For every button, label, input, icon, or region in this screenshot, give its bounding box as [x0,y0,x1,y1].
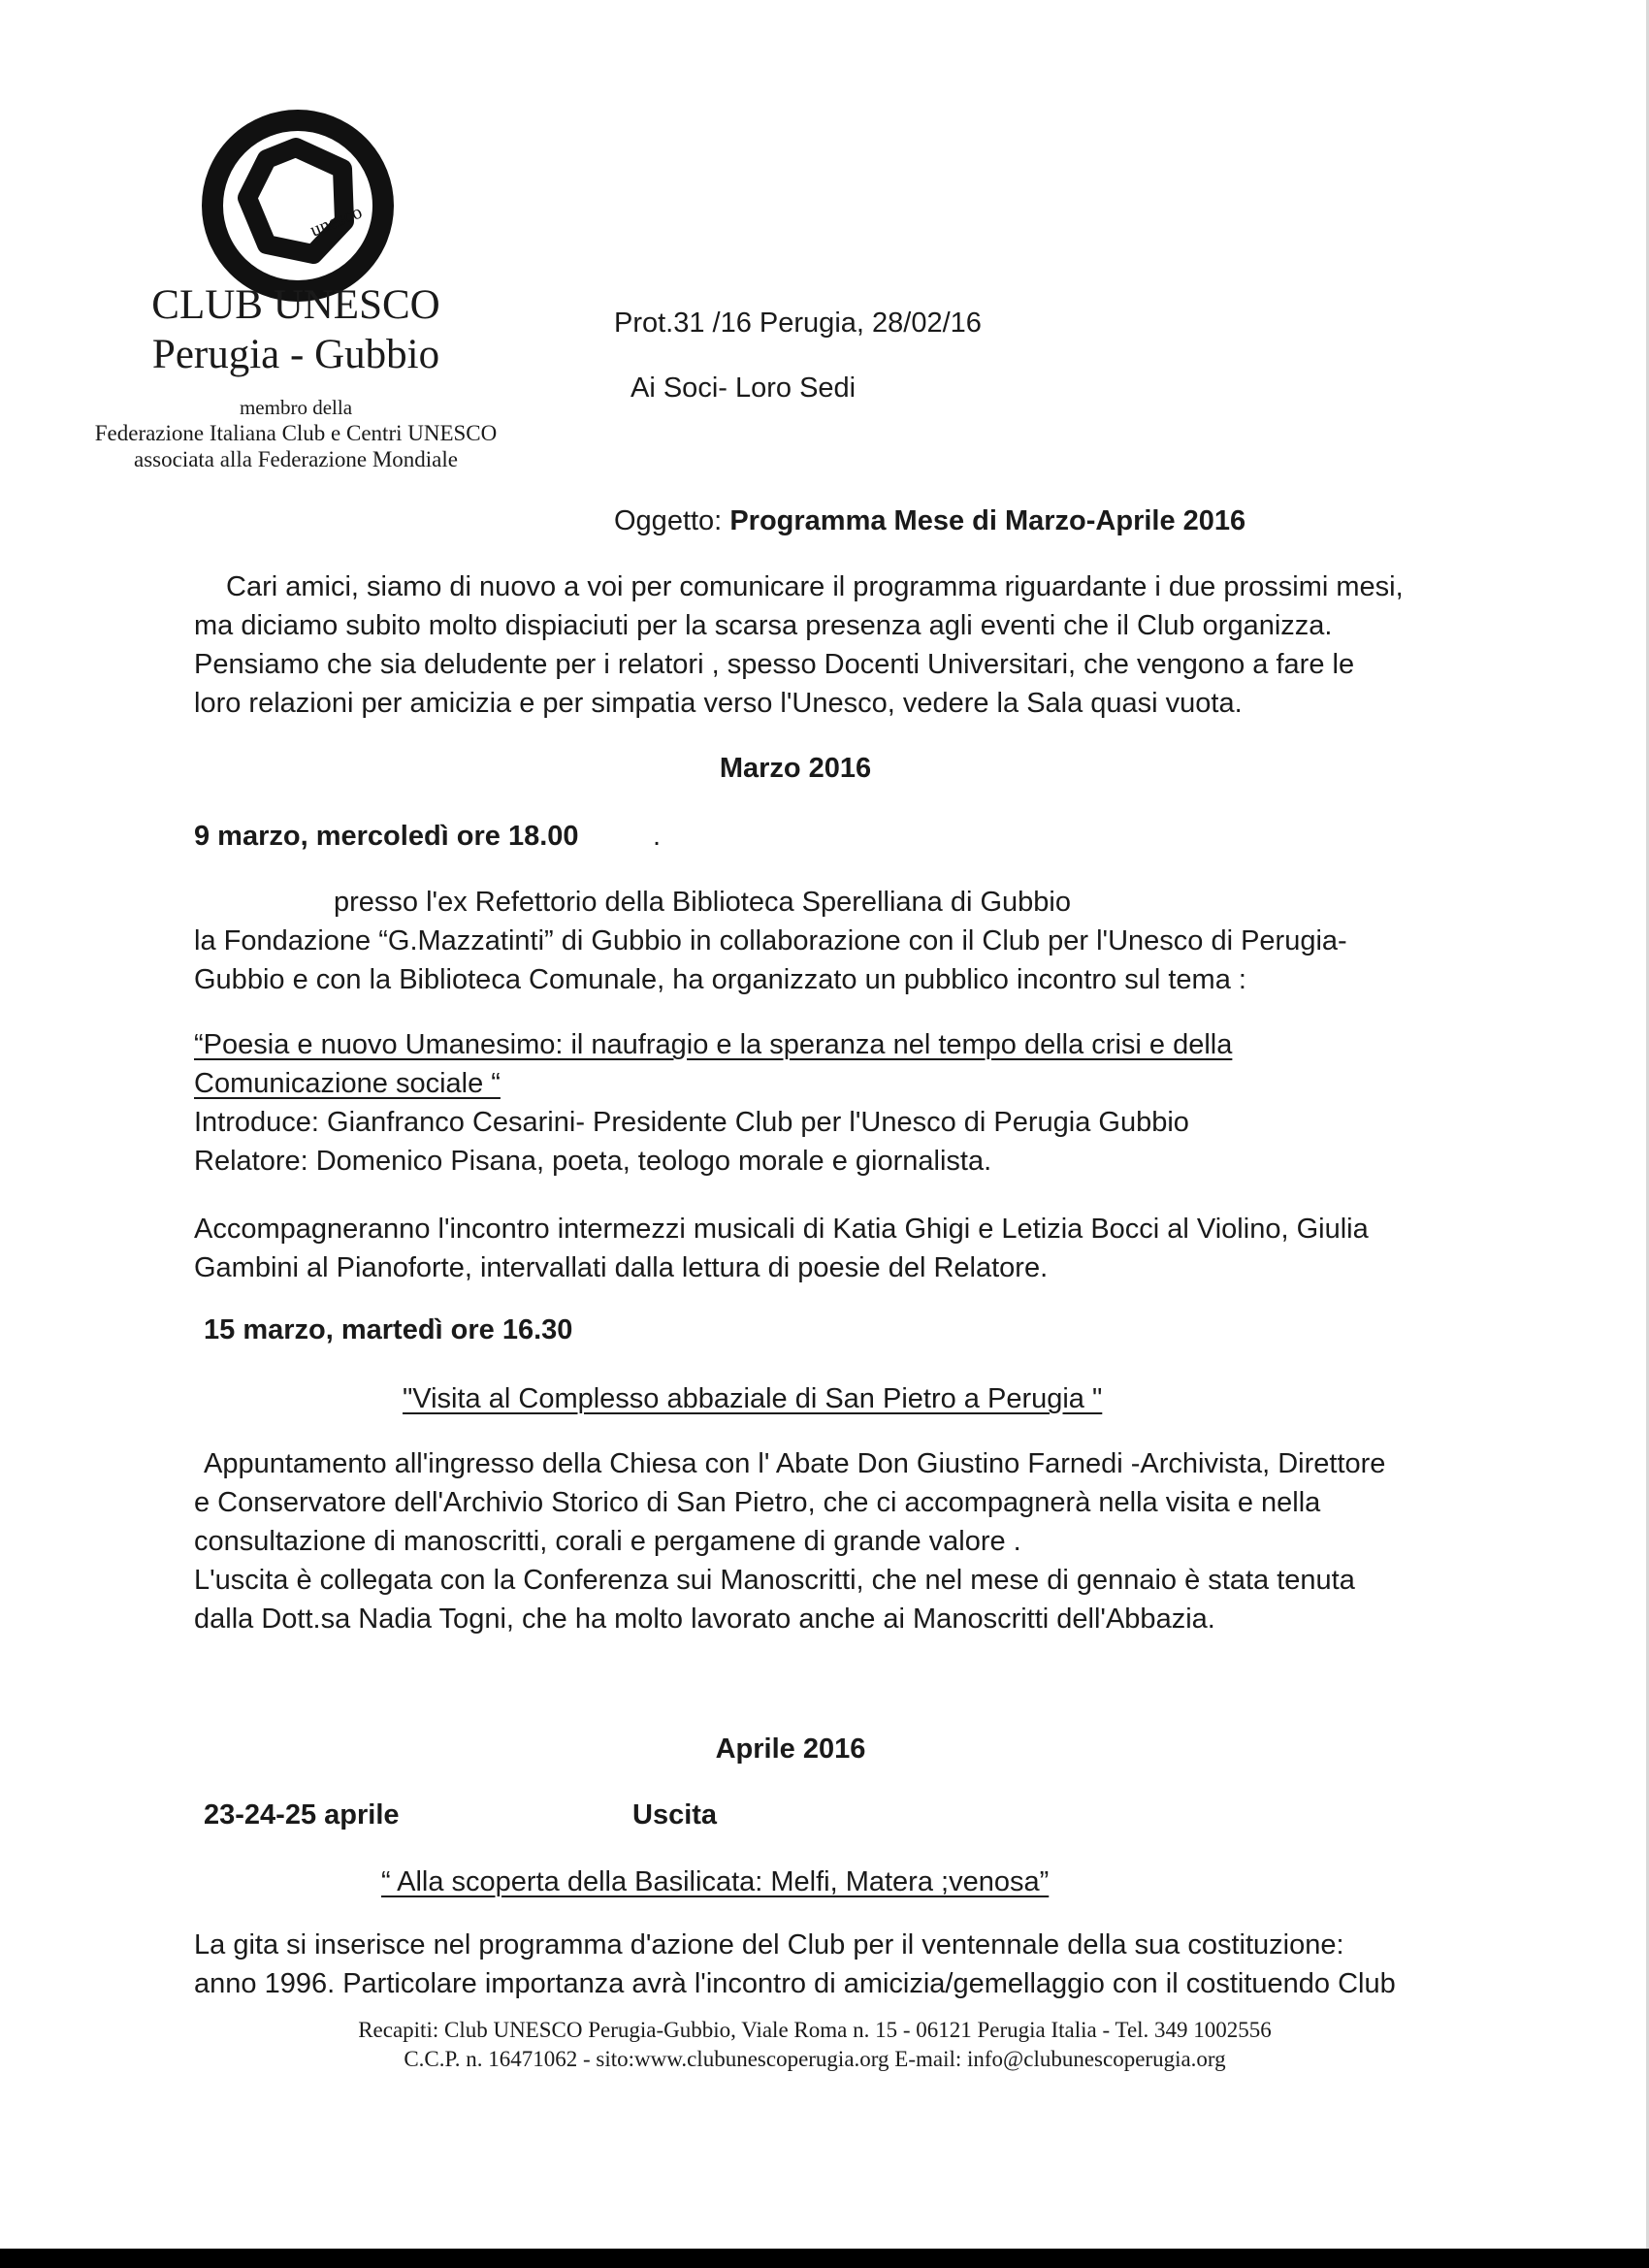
event1-title-line: “Poesia e nuovo Umanesimo: il naufragio e la speranza nel tempo della crisi e della [194,1029,1233,1060]
event2-desc-line: Appuntamento all'ingresso della Chiesa con l' Abate Don Giustino Farnedi -Archivista, Direttore [204,1448,1386,1479]
scan-bottom-border [0,2249,1649,2268]
world-federation-line: associata alla Federazione Mondiale [134,447,458,471]
event1-introduce: Introduce: Gianfranco Cesarini- Presidente Club per l'Unesco di Perugia Gubbio [194,1107,1189,1138]
march-heading: Marzo 2016 [719,753,872,784]
event1-speaker: Relatore: Domenico Pisana, poeta, teologo morale e giornalista. [194,1146,992,1177]
event1-desc-line: Gubbio e con la Biblioteca Comunale, ha organizzato un pubblico incontro sul tema : [194,964,1246,995]
subject-value: Programma Mese di Marzo-Aprile 2016 [729,505,1246,536]
protocol-date: Prot.31 /16 Perugia, 28/02/16 [614,308,982,339]
event1-music-line: Gambini al Pianoforte, intervallati dalla lettura di poesie del Relatore. [194,1252,1049,1283]
event1-dot: . [653,821,662,852]
event1-place: presso l'ex Refettorio della Biblioteca Sperelliana di Gubbio [334,887,1071,918]
event2-desc-line: L'uscita è collegata con la Conferenza sui Manoscritti, che nel mese di gennaio è stata tenuta [194,1565,1355,1596]
april-event-description [194,1926,1396,2003]
intro-paragraph [194,567,1494,723]
april-heading: Aprile 2016 [715,1733,866,1765]
recipients: Ai Soci- Loro Sedi [630,373,857,404]
logo-text: unesco [307,201,366,242]
event2-desc-line: e Conservatore dell'Archivio Storico di San Pietro, che ci accompagnerà nella visita e nella [194,1487,1321,1518]
club-city: Perugia - Gubbio [151,332,440,377]
event2-desc-line: dalla Dott.sa Nadia Togni, che ha molto lavorato anche ai Manoscritti dell'Abbazia. [194,1604,1215,1635]
event1-people [194,1103,1189,1181]
unesco-logo-icon [199,109,403,303]
intro-line: loro relazioni per amicizia e per simpatia verso l'Unesco, vedere la Sala quasi vuota. [194,688,1243,719]
event1-date: 9 marzo, mercoledì ore 18.00 [194,821,579,852]
footer-contacts: C.C.P. n. 16471062 - sito:www.clubunescoperugia.org E-mail: info@clubunescoperugia.org [404,2047,1226,2071]
april-event-title: “ Alla scoperta della Basilicata: Melfi, Matera ;venosa” [381,1866,1050,1897]
april-event-date: 23-24-25 aprile [204,1799,400,1831]
april-desc-line: La gita si inserisce nel programma d'azione del Club per il ventennale della sua costituzione: [194,1929,1344,1960]
member-line: membro della [239,396,353,419]
intro-line: ma diciamo subito molto dispiaciuti per la scarsa presenza agli eventi che il Club organizza. [194,610,1333,641]
event1-desc-line: la Fondazione “G.Mazzatinti” di Gubbio in collaborazione con il Club per l'Unesco di Perugia- [194,925,1347,956]
event1-music-line: Accompagneranno l'incontro intermezzi musicali di Katia Ghigi e Letizia Bocci al Violino, Giulia [194,1214,1369,1245]
event2-description [194,1444,1385,1638]
event1-description [194,922,1347,999]
subject-label: Oggetto: [614,505,723,536]
event2-date: 15 marzo, martedì ore 16.30 [204,1314,573,1345]
event2-desc-line: consultazione di manoscritti, corali e pergamene di grande valore . [194,1526,1021,1557]
federation-line: Federazione Italiana Club e Centri UNESCO [94,421,498,445]
club-name: CLUB UNESCO [151,282,440,328]
intro-line: Cari amici, siamo di nuovo a voi per comunicare il programma riguardante i due prossimi mesi, [226,571,1404,602]
april-event-type: Uscita [632,1799,718,1831]
intro-line: Pensiamo che sia deludente per i relatori , spesso Docenti Universitari, che vengono a fare le [194,649,1355,680]
event1-music [194,1210,1369,1287]
event1-title-line: Comunicazione sociale “ [194,1068,501,1099]
event2-title: "Visita al Complesso abbaziale di San Pietro a Perugia " [403,1383,1103,1414]
footer-address: Recapiti: Club UNESCO Perugia-Gubbio, Viale Roma n. 15 - 06121 Perugia Italia - Tel. 349 1002556 [358,2018,1272,2042]
footer [97,2016,1533,2074]
event1-title [194,1025,1232,1103]
april-desc-line: anno 1996. Particolare importanza avrà l'incontro di amicizia/gemellaggio con il costituendo Club [194,1968,1396,1999]
subject-line [614,502,1245,540]
